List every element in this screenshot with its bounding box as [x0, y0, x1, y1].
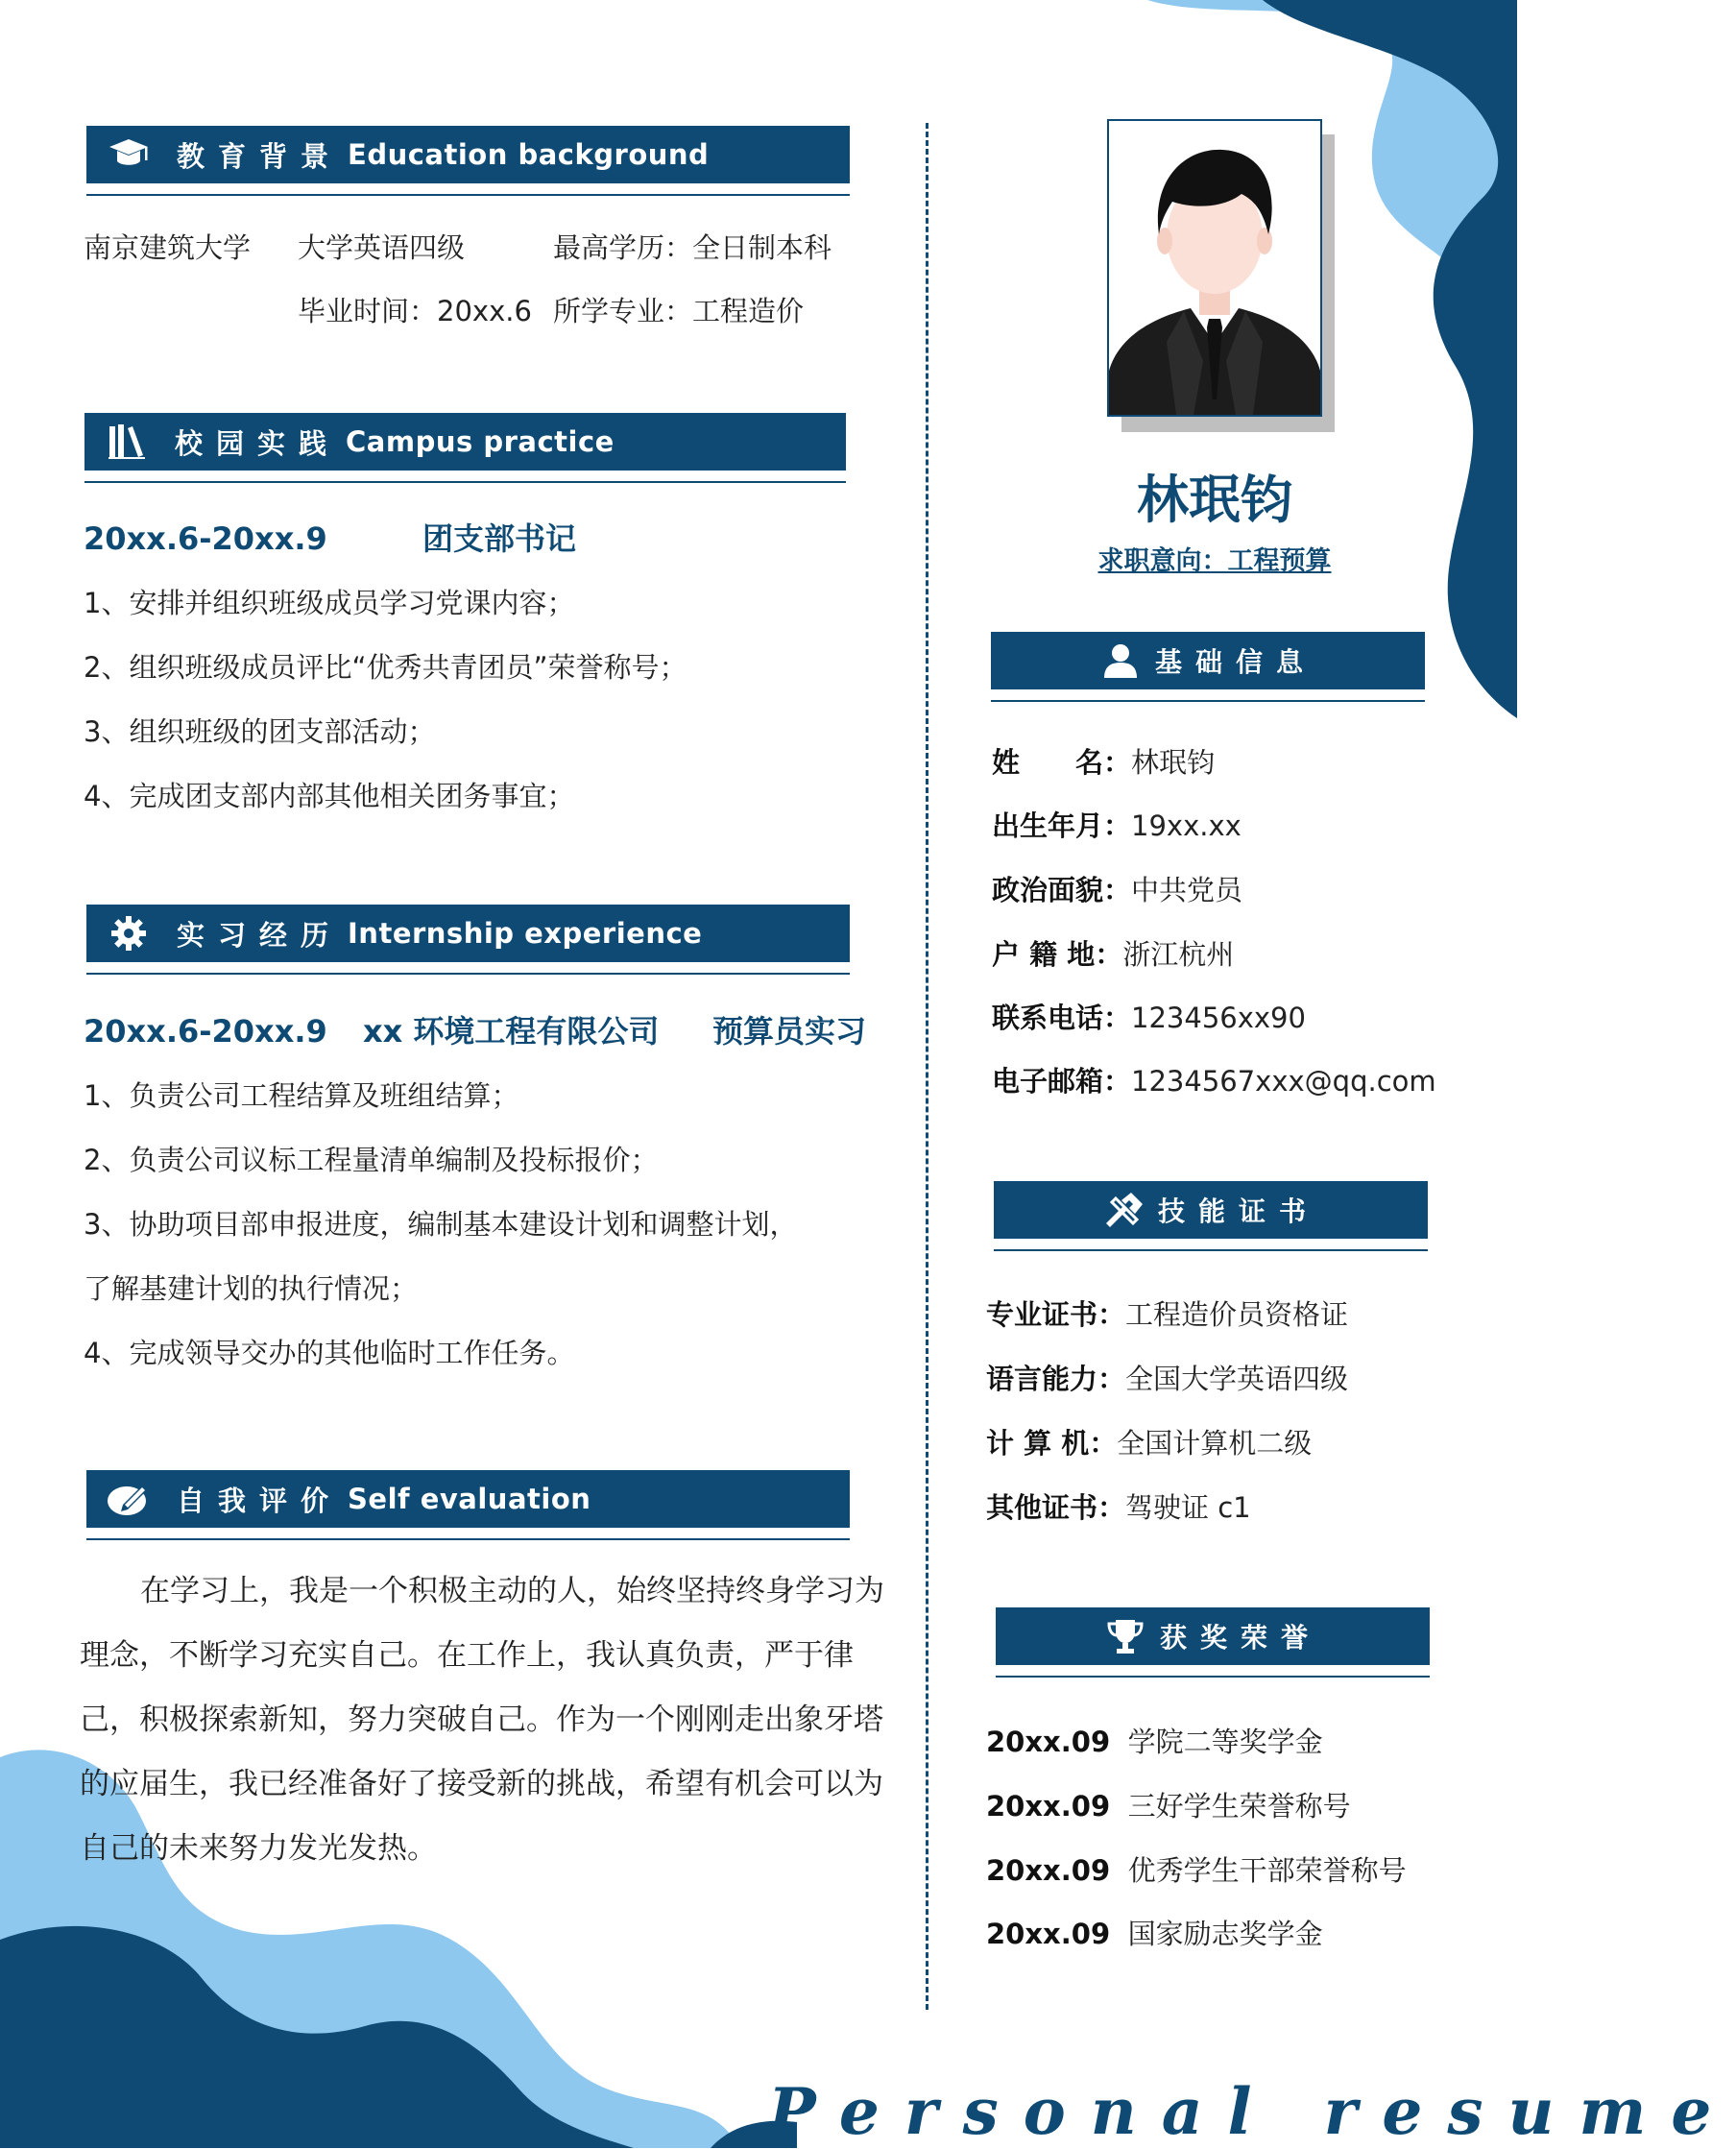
info-value: 林珉钧 [1131, 746, 1216, 779]
award-value: 三好学生荣誉称号 [1127, 1790, 1351, 1823]
info-label: 姓 名： [992, 746, 1132, 779]
skills-title: 技能证书 [1157, 1195, 1319, 1227]
campus-role: 团支部书记 [422, 520, 577, 557]
award-row [986, 1854, 1407, 1887]
awards-header [996, 1607, 1430, 1665]
skill-value: 工程造价员资格证 [1125, 1298, 1349, 1331]
footer-script-title: Personal resume [768, 2074, 1736, 2149]
list-item: 1、安排并组织班级成员学习党课内容； [84, 587, 575, 619]
campus-title-cn: 校园实践 [175, 426, 341, 460]
info-row [992, 938, 1235, 971]
internship-title-en: Internship experience [348, 917, 703, 950]
trophy-icon [1104, 1615, 1146, 1657]
info-value: 浙江杭州 [1122, 938, 1235, 971]
english-level: 大学英语四级 [298, 231, 466, 264]
campus-header [84, 413, 846, 471]
skill-row [986, 1427, 1313, 1460]
skill-row [986, 1365, 1348, 1393]
info-row [992, 1065, 1436, 1098]
list-item: 1、负责公司工程结算及班组结算； [84, 1079, 519, 1112]
skill-value: 驾驶证 c1 [1125, 1491, 1251, 1524]
award-value: 优秀学生干部荣誉称号 [1127, 1854, 1407, 1887]
skill-label: 语言能力： [986, 1363, 1126, 1395]
column-divider [926, 123, 928, 2010]
school: 南京建筑大学 [84, 231, 252, 264]
skill-value: 全国计算机二级 [1117, 1427, 1313, 1460]
list-item: 2、组织班级成员评比“优秀共青团员”荣誉称号； [84, 651, 687, 684]
skill-row [986, 1491, 1251, 1524]
award-date: 20xx.09 [986, 1726, 1111, 1758]
list-item: 了解基建计划的执行情况； [84, 1272, 419, 1305]
edit-icon [104, 1478, 154, 1520]
graduation-cap-icon [104, 133, 154, 176]
internship-title-cn: 实习经历 [177, 918, 343, 952]
list-item: 3、协助项目部申报进度，编制基本建设计划和调整计划， [84, 1208, 798, 1241]
list-item: 4、完成团支部内部其他相关团务事宜； [84, 780, 575, 812]
info-row [992, 746, 1216, 779]
internship-period: 20xx.6-20xx.9 [84, 1013, 327, 1050]
skill-row [986, 1298, 1349, 1331]
education-title-en: Education background [348, 138, 710, 171]
info-row [992, 1004, 1306, 1032]
info-value: 中共党员 [1131, 874, 1243, 906]
award-date: 20xx.09 [986, 1918, 1111, 1950]
info-value: 19xx.xx [1131, 809, 1242, 842]
skill-label: 专业证书： [986, 1298, 1126, 1331]
education-title-cn: 教育背景 [177, 139, 343, 173]
info-row [992, 874, 1243, 906]
avatar [1107, 119, 1322, 417]
basic-info-header [991, 632, 1425, 689]
list-item: 3、组织班级的团支部活动； [84, 715, 436, 748]
campus-title-en: Campus practice [346, 425, 615, 458]
internship-role: 预算员实习 [712, 1013, 867, 1050]
skill-label: 其他证书： [986, 1491, 1126, 1524]
user-icon [1099, 640, 1142, 682]
info-value: 1234567xxx@qq.com [1131, 1065, 1436, 1098]
graduation-date: 毕业时间：20xx.6 [298, 295, 532, 327]
info-label: 出生年月： [992, 809, 1132, 842]
gear-icon [104, 912, 154, 954]
campus-period: 20xx.6-20xx.9 [84, 520, 327, 557]
award-value: 国家励志奖学金 [1127, 1918, 1323, 1950]
self-eval-header [86, 1470, 850, 1528]
internship-company: xx 环境工程有限公司 [363, 1013, 660, 1050]
job-intent: 求职意向：工程预算 [1097, 546, 1332, 576]
self-eval-text: 在学习上，我是一个积极主动的人，始终坚持终身学习为理念，不断学习充实自己。在工作上，我认真负责，严于律己，积极探索新知，努力突破自己。作为一个刚刚走出象牙塔的应届生，我已经准备好了接受新的挑战，希望有机会可以为自己的未来努力发光发热。 [80, 1574, 884, 1866]
list-item: 4、完成领导交办的其他临时工作任务。 [84, 1337, 575, 1369]
skills-header [994, 1181, 1428, 1239]
info-row [992, 809, 1242, 842]
books-icon [102, 421, 152, 463]
internship-header [86, 905, 850, 962]
self-eval-title-en: Self evaluation [348, 1483, 591, 1515]
info-value: 123456xx90 [1131, 1002, 1306, 1034]
info-label: 户 籍 地： [992, 938, 1123, 971]
info-label: 联系电话： [992, 1002, 1132, 1034]
award-row [986, 1920, 1323, 1948]
candidate-name: 林珉钧 [1137, 470, 1292, 530]
info-label: 电子邮箱： [992, 1065, 1132, 1098]
education-header [86, 126, 850, 183]
skill-label: 计 算 机： [986, 1427, 1118, 1460]
award-row [986, 1790, 1351, 1823]
info-label: 政治面貌： [992, 874, 1132, 906]
degree: 最高学历：全日制本科 [553, 231, 832, 264]
awards-title: 获奖荣誉 [1159, 1622, 1321, 1654]
person-icon [1109, 121, 1320, 415]
major: 所学专业：工程造价 [553, 295, 805, 327]
award-row [986, 1728, 1323, 1756]
basic-info-title: 基础信息 [1154, 646, 1316, 678]
award-date: 20xx.09 [986, 1854, 1111, 1887]
list-item: 2、负责公司议标工程量清单编制及投标报价； [84, 1144, 659, 1176]
self-eval-title-cn: 自我评价 [177, 1484, 343, 1517]
tools-icon [1102, 1189, 1145, 1231]
skill-value: 全国大学英语四级 [1125, 1363, 1349, 1395]
award-date: 20xx.09 [986, 1790, 1111, 1823]
award-value: 学院二等奖学金 [1127, 1726, 1323, 1758]
